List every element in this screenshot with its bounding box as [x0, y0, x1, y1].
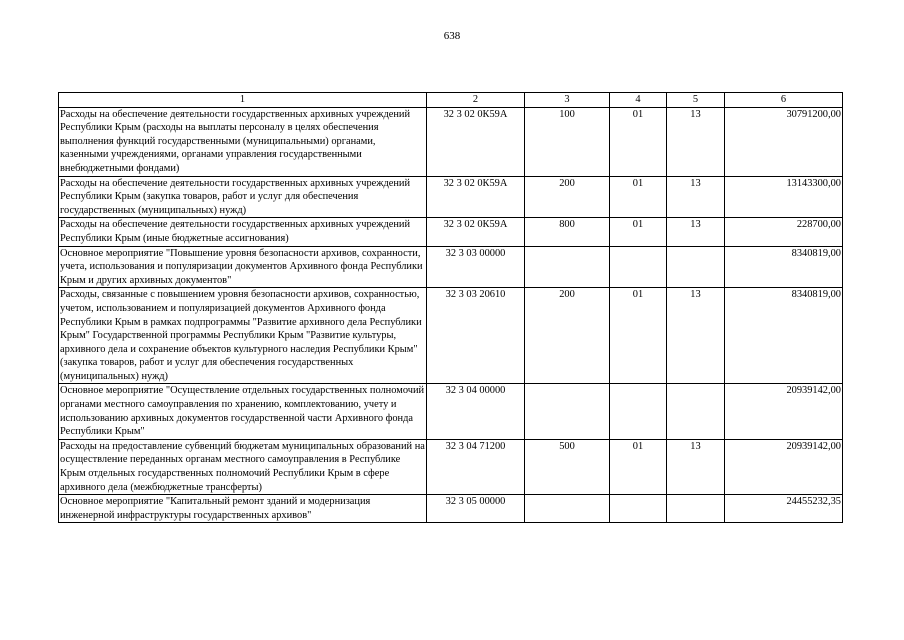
row-section: 01	[610, 107, 667, 176]
row-description: Основное мероприятие "Осуществление отдельных государственных полномочий органами местного самоуправления по хранению, комплектованию, учету и использованию архивных документов государственной части Архивного фонда Республики Крым"	[59, 384, 427, 439]
budget-table	[58, 92, 843, 523]
row-expense-type	[525, 384, 610, 439]
row-amount: 30791200,00	[725, 107, 843, 176]
column-header: 6	[725, 93, 843, 108]
row-target-code: 32 3 02 0К59А	[427, 176, 525, 218]
row-amount: 24455232,35	[725, 495, 843, 523]
column-header: 3	[525, 93, 610, 108]
row-expense-type	[525, 495, 610, 523]
table-row	[59, 246, 843, 288]
row-target-code: 32 3 05 00000	[427, 495, 525, 523]
table-row	[59, 288, 843, 384]
row-expense-type: 100	[525, 107, 610, 176]
row-subsection	[667, 246, 725, 288]
row-section: 01	[610, 288, 667, 384]
column-number-row	[59, 93, 843, 108]
row-description: Расходы на обеспечение деятельности государственных архивных учреждений Республики Крым (расходы на выплаты персоналу в целях обеспечения выполнения функций государственными (муниципальными) органами, казенными учреждениями, органами управления государственными внебюджетными фондами)	[59, 107, 427, 176]
page-number: 638	[443, 30, 461, 42]
row-amount: 8340819,00	[725, 288, 843, 384]
row-description: Основное мероприятие "Капитальный ремонт зданий и модернизация инженерной инфраструктуры государственных архивов"	[59, 495, 427, 523]
row-subsection: 13	[667, 218, 725, 246]
row-amount: 20939142,00	[725, 439, 843, 494]
row-expense-type: 800	[525, 218, 610, 246]
row-section: 01	[610, 176, 667, 218]
row-description: Расходы на обеспечение деятельности государственных архивных учреждений Республики Крым (иные бюджетные ассигнования)	[59, 218, 427, 246]
row-expense-type: 200	[525, 176, 610, 218]
row-description: Расходы на предоставление субвенций бюджетам муниципальных образований на осуществление переданных органам местного самоуправления в Республике Крым отдельных государственных полномочий Республики Крым в сфере архивного дела (межбюджетные трансферты)	[59, 439, 427, 494]
row-subsection	[667, 495, 725, 523]
table-row	[59, 384, 843, 439]
row-amount: 13143300,00	[725, 176, 843, 218]
row-section: 01	[610, 439, 667, 494]
row-expense-type: 500	[525, 439, 610, 494]
table-row	[59, 439, 843, 494]
table-row	[59, 218, 843, 246]
row-section	[610, 246, 667, 288]
row-target-code: 32 3 03 00000	[427, 246, 525, 288]
row-expense-type: 200	[525, 288, 610, 384]
row-amount: 228700,00	[725, 218, 843, 246]
row-expense-type	[525, 246, 610, 288]
row-section	[610, 384, 667, 439]
column-header: 4	[610, 93, 667, 108]
row-subsection: 13	[667, 176, 725, 218]
row-target-code: 32 3 04 71200	[427, 439, 525, 494]
row-target-code: 32 3 04 00000	[427, 384, 525, 439]
row-target-code: 32 3 02 0К59А	[427, 218, 525, 246]
column-header: 2	[427, 93, 525, 108]
row-subsection: 13	[667, 439, 725, 494]
row-target-code: 32 3 02 0К59А	[427, 107, 525, 176]
table-row	[59, 176, 843, 218]
row-description: Расходы на обеспечение деятельности государственных архивных учреждений Республики Крым (закупка товаров, работ и услуг для обеспечения государственных (муниципальных) нужд)	[59, 176, 427, 218]
table-row	[59, 107, 843, 176]
row-subsection	[667, 384, 725, 439]
table-row	[59, 495, 843, 523]
row-description: Основное мероприятие "Повышение уровня безопасности архивов, сохранности, учета, использования и популяризации документов Архивного фонда Республики Крым и других архивных документов"	[59, 246, 427, 288]
row-section	[610, 495, 667, 523]
column-header: 1	[59, 93, 427, 108]
row-amount: 20939142,00	[725, 384, 843, 439]
row-section: 01	[610, 218, 667, 246]
row-subsection: 13	[667, 288, 725, 384]
column-header: 5	[667, 93, 725, 108]
row-description: Расходы, связанные с повышением уровня безопасности архивов, сохранностью, учетом, использованием и популяризацией документов Архивного фонда Республики Крым в рамках подпрограммы "Развитие архивного дела Республики Крым" Государственной программы Республики Крым "Развитие культуры, архивного дела и сохранение объектов культурного наследия Республики Крым" (закупка товаров, работ и услуг для обеспечения государственных (муниципальных) нужд)	[59, 288, 427, 384]
row-amount: 8340819,00	[725, 246, 843, 288]
row-subsection: 13	[667, 107, 725, 176]
row-target-code: 32 3 03 20610	[427, 288, 525, 384]
